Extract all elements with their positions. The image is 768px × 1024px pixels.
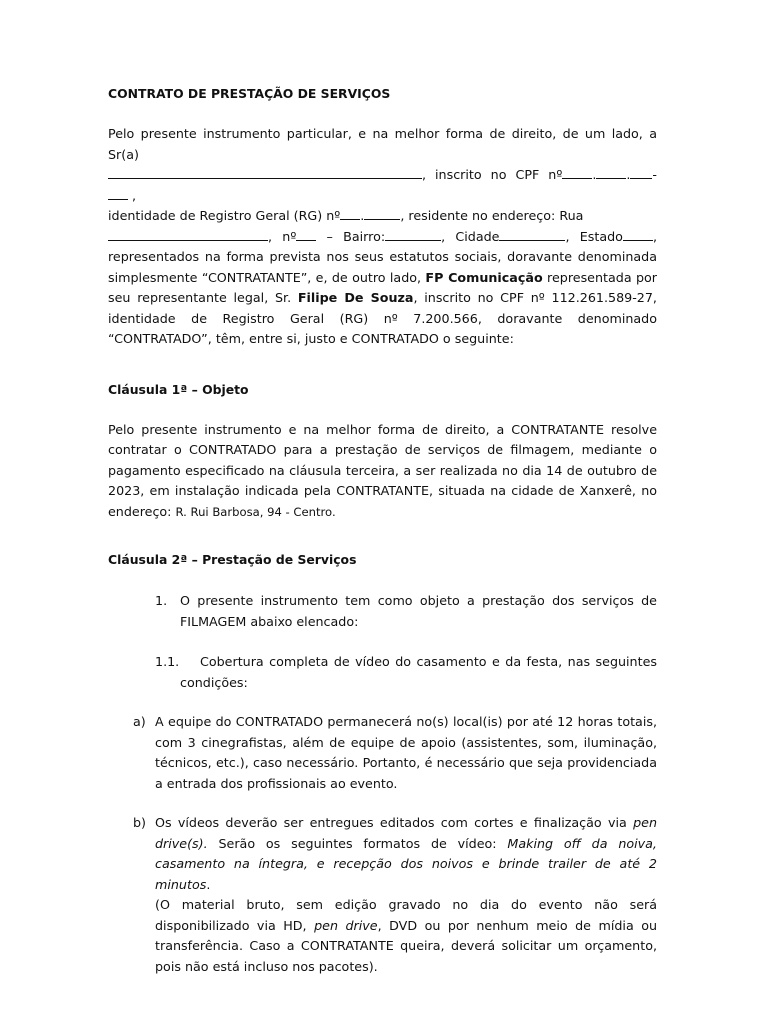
cpf-dash: - [652, 167, 657, 182]
rg-dot: . [360, 208, 365, 223]
item-1-1 [108, 652, 657, 693]
item-a-label: a) [133, 714, 146, 729]
cpf-dot-1: . [592, 167, 597, 182]
neighborhood-label: – Bairro: [326, 228, 386, 244]
number-blank [296, 228, 316, 241]
item-1-1-text: Cobertura completa de vídeo do casamento e da festa, nas seguintes condições: [180, 654, 657, 690]
item-b [108, 813, 657, 977]
street-blank [108, 228, 268, 241]
item-b-pen-drive-2: pen drive [314, 917, 378, 933]
rg-blank-1 [340, 207, 360, 220]
cpf-label: , inscrito no CPF nº [422, 167, 563, 182]
item-b-pen-drive: pen drive(s). [155, 815, 657, 851]
item-b-period: . [206, 876, 211, 892]
state-blank [623, 228, 653, 241]
cpf-dot-2: . [626, 167, 631, 182]
event-address: R. Rui Barbosa, 94 - Centro. [175, 504, 336, 519]
cpf-blank-4 [108, 187, 128, 200]
item-b-text-2: Serão os seguintes formatos de vídeo: [218, 835, 497, 851]
comma: , [652, 228, 657, 244]
item-b-formats: Making off da noiva, casamento na íntegra, e recepção dos noivos e brinde trailer de até 2 minutos [155, 835, 657, 892]
rg-label: identidade de Registro Geral (RG) nº [108, 208, 341, 223]
item-b-raw-material: (O material bruto, sem edição gravado no dia do evento não será disponibilizado via HD, [155, 897, 657, 933]
cpf-blank-3 [630, 166, 652, 179]
city-label: , Cidade [441, 228, 500, 244]
representative-text: representada por seu representante legal, Sr. [108, 269, 657, 305]
state-label: , Estado [565, 228, 623, 244]
clause-1-body: Pelo presente instrumento e na melhor forma de direito, a CONTRATANTE resolve contratar o CONTRATADO para a prestação de serviços de filmagem, mediante o pagamento especificado na cláusula terceira, a ser realizada no dia 14 de outubro de 2023, em instalação indicada pela CONTRATANTE, situada na cidade de Xanxerê, no endereço: [108, 421, 657, 519]
item-b-label: b) [133, 815, 147, 830]
item-b-ending: , DVD ou por nenhum meio de mídia ou transferência. Caso a CONTRATANTE queira, deverá solicitar um orçamento, pois não está incluso nos pacotes). [155, 917, 658, 974]
preamble [108, 124, 657, 350]
rg-blank-2 [364, 207, 400, 220]
item-1-1-number: 1.1. [155, 654, 180, 669]
document-page [108, 86, 657, 977]
item-1 [108, 591, 657, 632]
cpf-blank-1 [562, 166, 592, 179]
number-label: , nº [268, 228, 297, 244]
comma: , [132, 187, 137, 203]
clause-1-heading: Cláusula 1ª – Objeto [108, 381, 249, 397]
representative-name: Filipe De Souza [297, 290, 414, 305]
cpf-blank-2 [596, 166, 626, 179]
preamble-ending: , inscrito no CPF nº 112.261.589-27, identidade de Registro Geral (RG) nº 7.200.566, doravante denominado “CONTRATADO”, têm, entre si, justo e CONTRATADO o seguinte: [108, 290, 657, 346]
clause-1-text [108, 420, 657, 523]
clause-2-heading: Cláusula 2ª – Prestação de Serviços [108, 552, 357, 567]
contract-title: CONTRATO DE PRESTAÇÃO DE SERVIÇOS [108, 86, 391, 101]
preamble-line-1: Pelo presente instrumento particular, e na melhor forma de direito, de um lado, a Sr(a) [108, 126, 657, 162]
company-name: FP Comunicação [425, 269, 543, 285]
item-b-text-1: Os vídeos deverão ser entregues editados com cortes e finalização via [155, 815, 627, 830]
preamble-contractor-text: representados na forma prevista nos seus estatutos sociais, doravante denominada simplesmente “CONTRATANTE”, e, de outro lado, [108, 249, 657, 285]
address-label: , residente no endereço: Rua [400, 208, 584, 223]
item-1-text: O presente instrumento tem como objeto a prestação dos serviços de FILMAGEM abaixo elencado: [180, 593, 657, 629]
item-a-text: A equipe do CONTRATADO permanecerá no(s) local(is) por até 12 horas totais, com 3 cinegrafistas, além de equipe de apoio (assistentes, som, iluminação, técnicos, etc.), caso necessário. Portanto, é necessário que seja providenciada a entrada dos profissionais ao evento. [155, 714, 657, 791]
item-a [108, 712, 657, 794]
city-blank [499, 228, 565, 241]
neighborhood-blank [385, 228, 441, 241]
contractor-name-blank [108, 166, 422, 179]
item-1-number: 1. [155, 593, 168, 608]
